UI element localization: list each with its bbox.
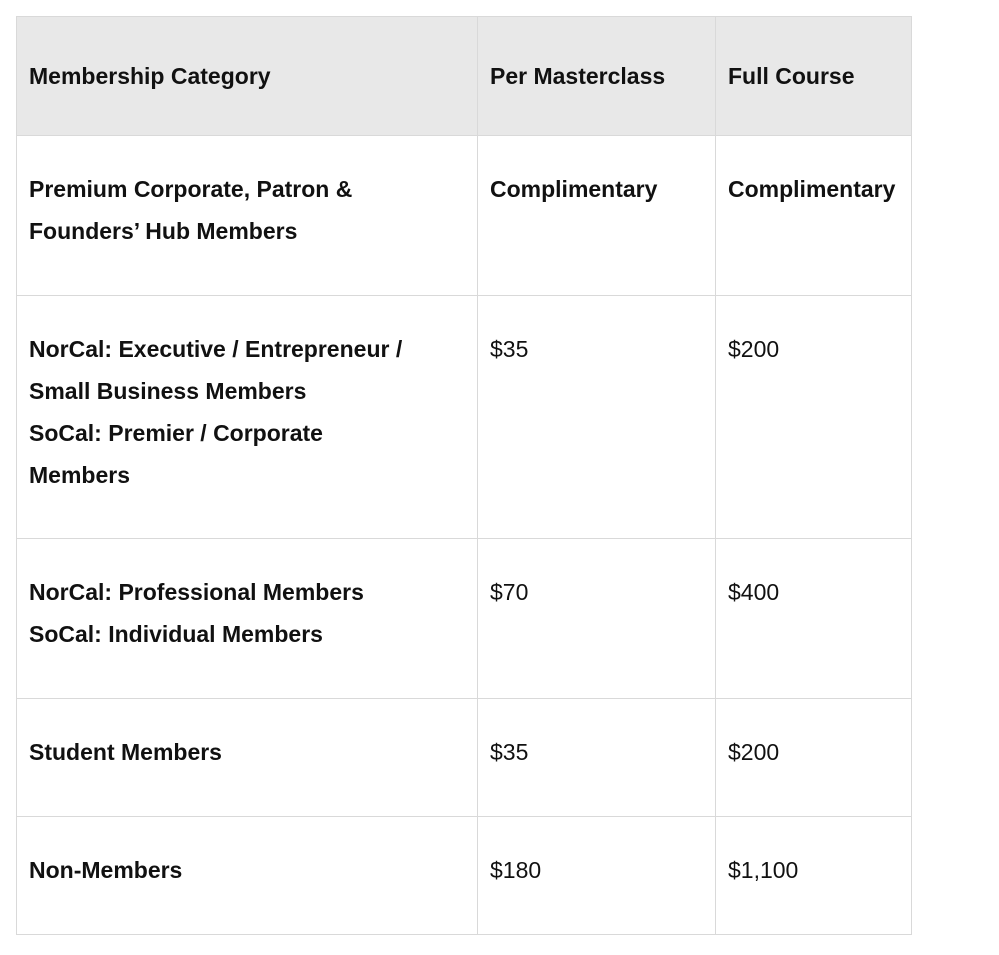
- category-line: NorCal: Professional Members: [29, 579, 364, 605]
- full-course-cell: [716, 699, 912, 817]
- header-per-masterclass: Per Masterclass: [478, 17, 716, 136]
- category-cell: [17, 699, 478, 817]
- category-line: Non-Members: [29, 857, 183, 883]
- per-masterclass-cell: [478, 136, 716, 296]
- per-masterclass-cell: [478, 699, 716, 817]
- table-row: [17, 817, 912, 935]
- table-header-row: [17, 17, 912, 136]
- category-line: Student Members: [29, 739, 222, 765]
- full-course-cell: [716, 136, 912, 296]
- price-value: Complimentary: [490, 176, 658, 202]
- header-membership-category: Membership Category: [17, 17, 478, 136]
- price-value: $400: [728, 579, 780, 605]
- category-line: SoCal: Premier / Corporate: [29, 420, 323, 446]
- category-line: Premium Corporate, Patron &: [29, 176, 353, 202]
- category-cell: [17, 136, 478, 296]
- header-full-course: Full Course: [716, 17, 912, 136]
- price-value: $1,100: [728, 857, 799, 883]
- category-line: Members: [29, 462, 130, 488]
- price-value: $200: [728, 336, 780, 362]
- table-row: [17, 539, 912, 699]
- price-value: $70: [490, 579, 529, 605]
- table-row: [17, 296, 912, 539]
- table-row: [17, 699, 912, 817]
- full-course-cell: [716, 539, 912, 699]
- price-value: $180: [490, 857, 542, 883]
- per-masterclass-cell: [478, 817, 716, 935]
- full-course-cell: [716, 817, 912, 935]
- category-cell: [17, 539, 478, 699]
- price-value: Complimentary: [728, 176, 896, 202]
- per-masterclass-cell: [478, 539, 716, 699]
- price-value: $35: [490, 336, 529, 362]
- category-cell: [17, 296, 478, 539]
- per-masterclass-cell: [478, 296, 716, 539]
- category-cell: [17, 817, 478, 935]
- full-course-cell: [716, 296, 912, 539]
- table-row: [17, 136, 912, 296]
- price-value: $35: [490, 739, 529, 765]
- category-line: SoCal: Individual Members: [29, 621, 323, 647]
- price-value: $200: [728, 739, 780, 765]
- category-line: Founders’ Hub Members: [29, 218, 298, 244]
- category-line: Small Business Members: [29, 378, 307, 404]
- category-line: NorCal: Executive / Entrepreneur /: [29, 336, 403, 362]
- pricing-table: [16, 16, 912, 935]
